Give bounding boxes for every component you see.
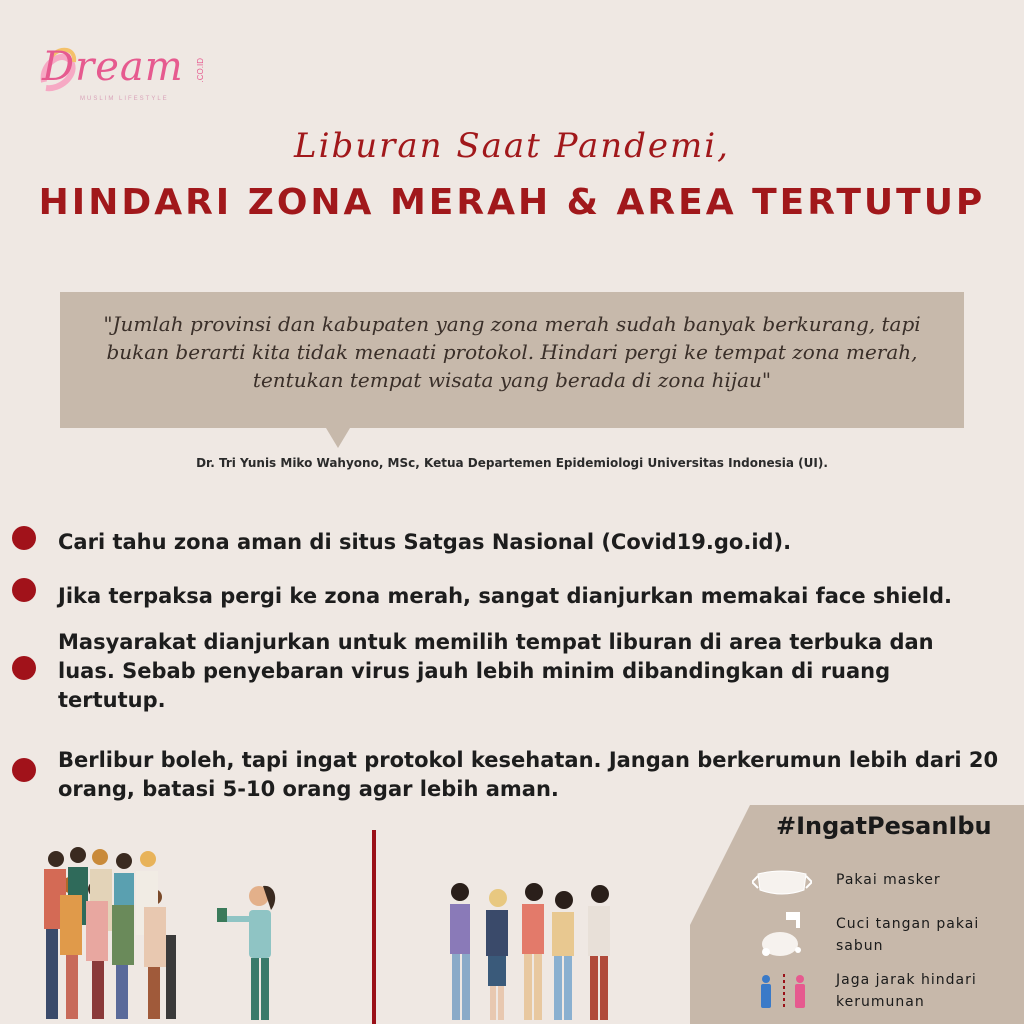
mask-icon <box>752 868 812 896</box>
tip-item: Berlibur boleh, tapi ingat protokol kesehatan. Jangan berkerumun lebih dari 20 orang, batasi 5-10 orang agar lebih aman. <box>58 748 999 801</box>
tip-item: Cari tahu zona aman di situs Satgas Nasional (Covid19.go.id). <box>58 530 792 554</box>
title-heading: HINDARI ZONA MERAH & AREA TERTUTUP <box>38 182 986 223</box>
distance-icon <box>758 974 810 1010</box>
quote-text: "Jumlah provinsi dan kabupaten yang zona merah sudah banyak berkurang, tapi bukan berarti kita tidak menaati protokol. Hindari pergi ke tempat zona merah, tentukan tempat wisata yang berada di zona hijau" <box>103 312 921 392</box>
logo-wordmark: Dream <box>42 44 184 90</box>
logo-tagline: MUSLIM LIFESTYLE <box>80 96 169 102</box>
handwash-icon <box>758 910 810 960</box>
bullet-dot <box>12 758 36 782</box>
title-subheading: Liburan Saat Pandemi, <box>294 126 730 166</box>
hashtag: #IngatPesanIbu <box>776 812 992 840</box>
distanced-group-illustration <box>440 880 620 1024</box>
panel-label-mask: Pakai masker <box>836 872 941 888</box>
logo-domain: .CO.ID <box>196 58 205 83</box>
bullet-dot <box>12 578 36 602</box>
section-divider <box>372 830 376 1024</box>
tip-item: Jika terpaksa pergi ke zona merah, sangat dianjurkan memakai face shield. <box>58 584 953 608</box>
bullet-dot <box>12 526 36 550</box>
tip-item: Masyarakat dianjurkan untuk memilih tempat liburan di area terbuka dan luas. Sebab penyebaran virus jauh lebih minim dibandingkan di ruang tertutup. <box>58 630 934 712</box>
crowd-illustration <box>36 845 186 1024</box>
bullet-dot <box>12 656 36 680</box>
panel-label-distance: Jaga jarak hindari kerumunan <box>836 972 977 1010</box>
panel-label-handwash: Cuci tangan pakai sabun <box>836 916 980 954</box>
quote-pointer <box>326 428 350 448</box>
quote-author: Dr. Tri Yunis Miko Wahyono, MSc, Ketua Departemen Epidemiologi Universitas Indonesia (UI). <box>196 456 828 470</box>
health-worker-illustration <box>215 880 285 1024</box>
